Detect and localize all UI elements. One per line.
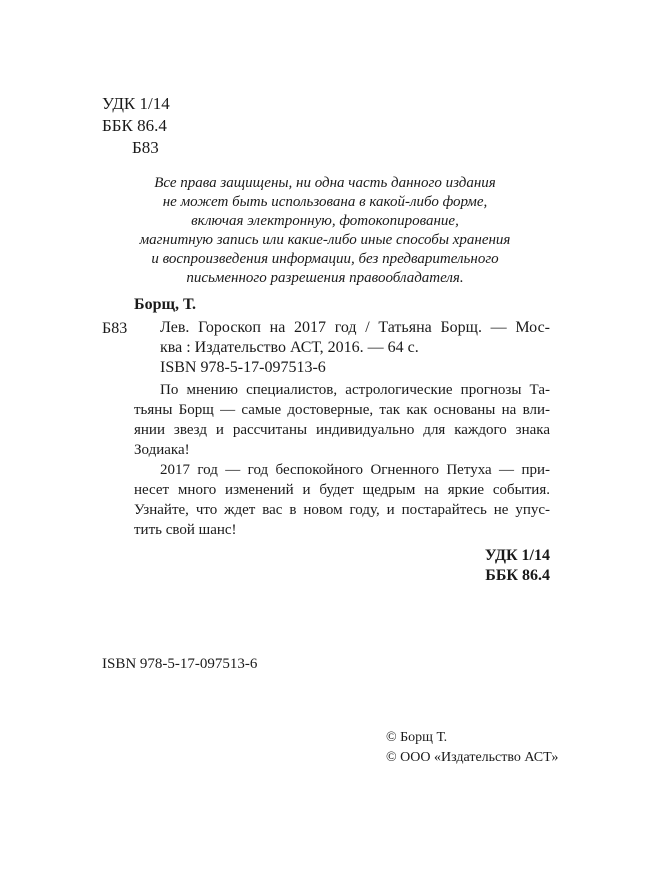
annotation-line: 2017 год — год беспокойного Огненного Петуха — при- [160,462,550,478]
catalog-author: Борщ, Т. [134,296,197,313]
catalog-isbn: ISBN 978-5-17-097513-6 [160,359,326,376]
catalog-line: Лев. Гороскоп на 2017 год / Татьяна Борщ. — Мос- [160,319,550,336]
annotation-line: Узнайте, что ждет вас в новом году, и постарайтесь не упус- [134,502,550,518]
rights-notice [80,174,570,288]
annotation-line: тьяны Борщ — самые достоверные, так как основаны на вли- [134,402,550,418]
annotation-paragraph-1 [134,380,550,460]
copyright-block [386,728,558,768]
footer-classification [485,546,550,586]
catalog-line: ква : Издательство АСТ, 2016. — 64 с. [160,339,419,356]
annotation-line: Зодиака! [134,442,190,458]
bbk-code: ББК 86.4 [102,116,167,135]
annotation-line: несет много изменений и будет щедрым на яркие события. [134,482,550,498]
author-mark: Б83 [132,138,159,157]
catalog-code: Б83 [102,320,128,337]
annotation-line: янии звезд и рассчитаны индивидуально для каждого знака [134,422,550,438]
rights-line: не может быть использована в какой-либо форме, [162,194,488,210]
rights-line: и воспроизведения информации, без предварительного [151,251,499,267]
copyright-author: © Борщ Т. [386,730,448,745]
catalog-entry [160,318,550,378]
annotation-line: По мнению специалистов, астрологические прогнозы Та- [160,382,550,398]
rights-line: включая электронную, фотокопирование, [191,213,459,229]
isbn: ISBN 978-5-17-097513-6 [102,656,258,672]
header-classification [102,93,170,159]
bbk-code-bold: ББК 86.4 [485,567,550,584]
udk-code: УДК 1/14 [102,94,170,113]
annotation [134,380,550,540]
rights-line: письменного разрешения правообладателя. [186,270,464,286]
annotation-paragraph-2 [134,460,550,540]
udk-code-bold: УДК 1/14 [484,547,550,564]
annotation-line: тить свой шанс! [134,522,237,538]
copyright-publisher: © ООО «Издательство АСТ» [386,750,559,765]
rights-line: Все права защищены, ни одна часть данного издания [154,175,496,191]
rights-line: магнитную запись или какие-либо иные способы хранения [139,232,511,248]
